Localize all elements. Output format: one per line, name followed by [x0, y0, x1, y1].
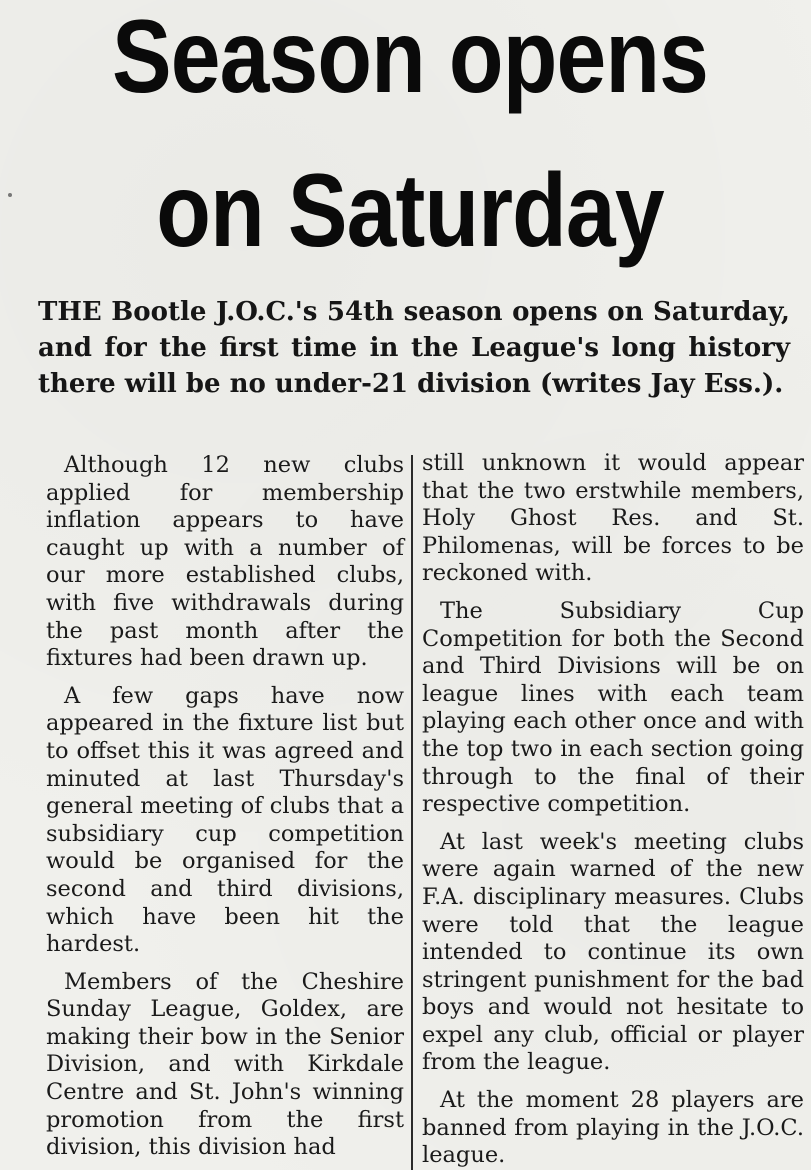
body-paragraph: Members of the Cheshire Sunday League, Goldex, are making their bow in the Senior Division, and with Kirkdale Centre and St. John's winning promotion from the first division, this division had — [46, 968, 404, 1161]
headline-line-1: Season opens — [111, 0, 709, 115]
body-paragraph: A few gaps have now appeared in the fixture list but to offset this it was agreed and minuted at last Thursday's general meeting of clubs that a subsidiary cup competition would be organised for the second and third divisions, which have been hit the hardest. — [46, 682, 404, 958]
body-paragraph: still unknown it would appear that the two erstwhile members, Holy Ghost Res. and St. Philomenas, will be forces to be reckoned with. — [422, 450, 804, 587]
body-paragraph: The Subsidiary Cup Competition for both the Second and Third Divisions will be on league lines with each team playing each other once and with the top two in each section going through to the final of their respective competition. — [422, 597, 804, 818]
margin-noise — [58, 80, 72, 290]
headline-line-2: on Saturday — [156, 153, 664, 269]
column-divider — [411, 455, 413, 1170]
intro-paragraph: THE Bootle J.O.C.'s 54th season opens on Saturday, and for the first time in the League's long history there will be no under-21 division (writes Jay Ess.). — [38, 297, 790, 399]
right-column — [422, 450, 804, 1170]
left-column — [46, 452, 404, 1170]
body-paragraph: At last week's meeting clubs were again warned of the new F.A. disciplinary measures. Clubs were told that the league intended to continue its own stringent punishment for the bad boys and would not hesitate to expel any club, official or player from the league. — [422, 828, 804, 1076]
body-paragraph: Although 12 new clubs applied for membership inflation appears to have caught up with a number of our more established clubs, with five withdrawals during the past month after the fixtures had been drawn up. — [46, 452, 404, 672]
edge-speck — [8, 193, 12, 197]
body-paragraph: At the moment 28 players are banned from playing in the J.O.C. league. — [422, 1087, 804, 1169]
